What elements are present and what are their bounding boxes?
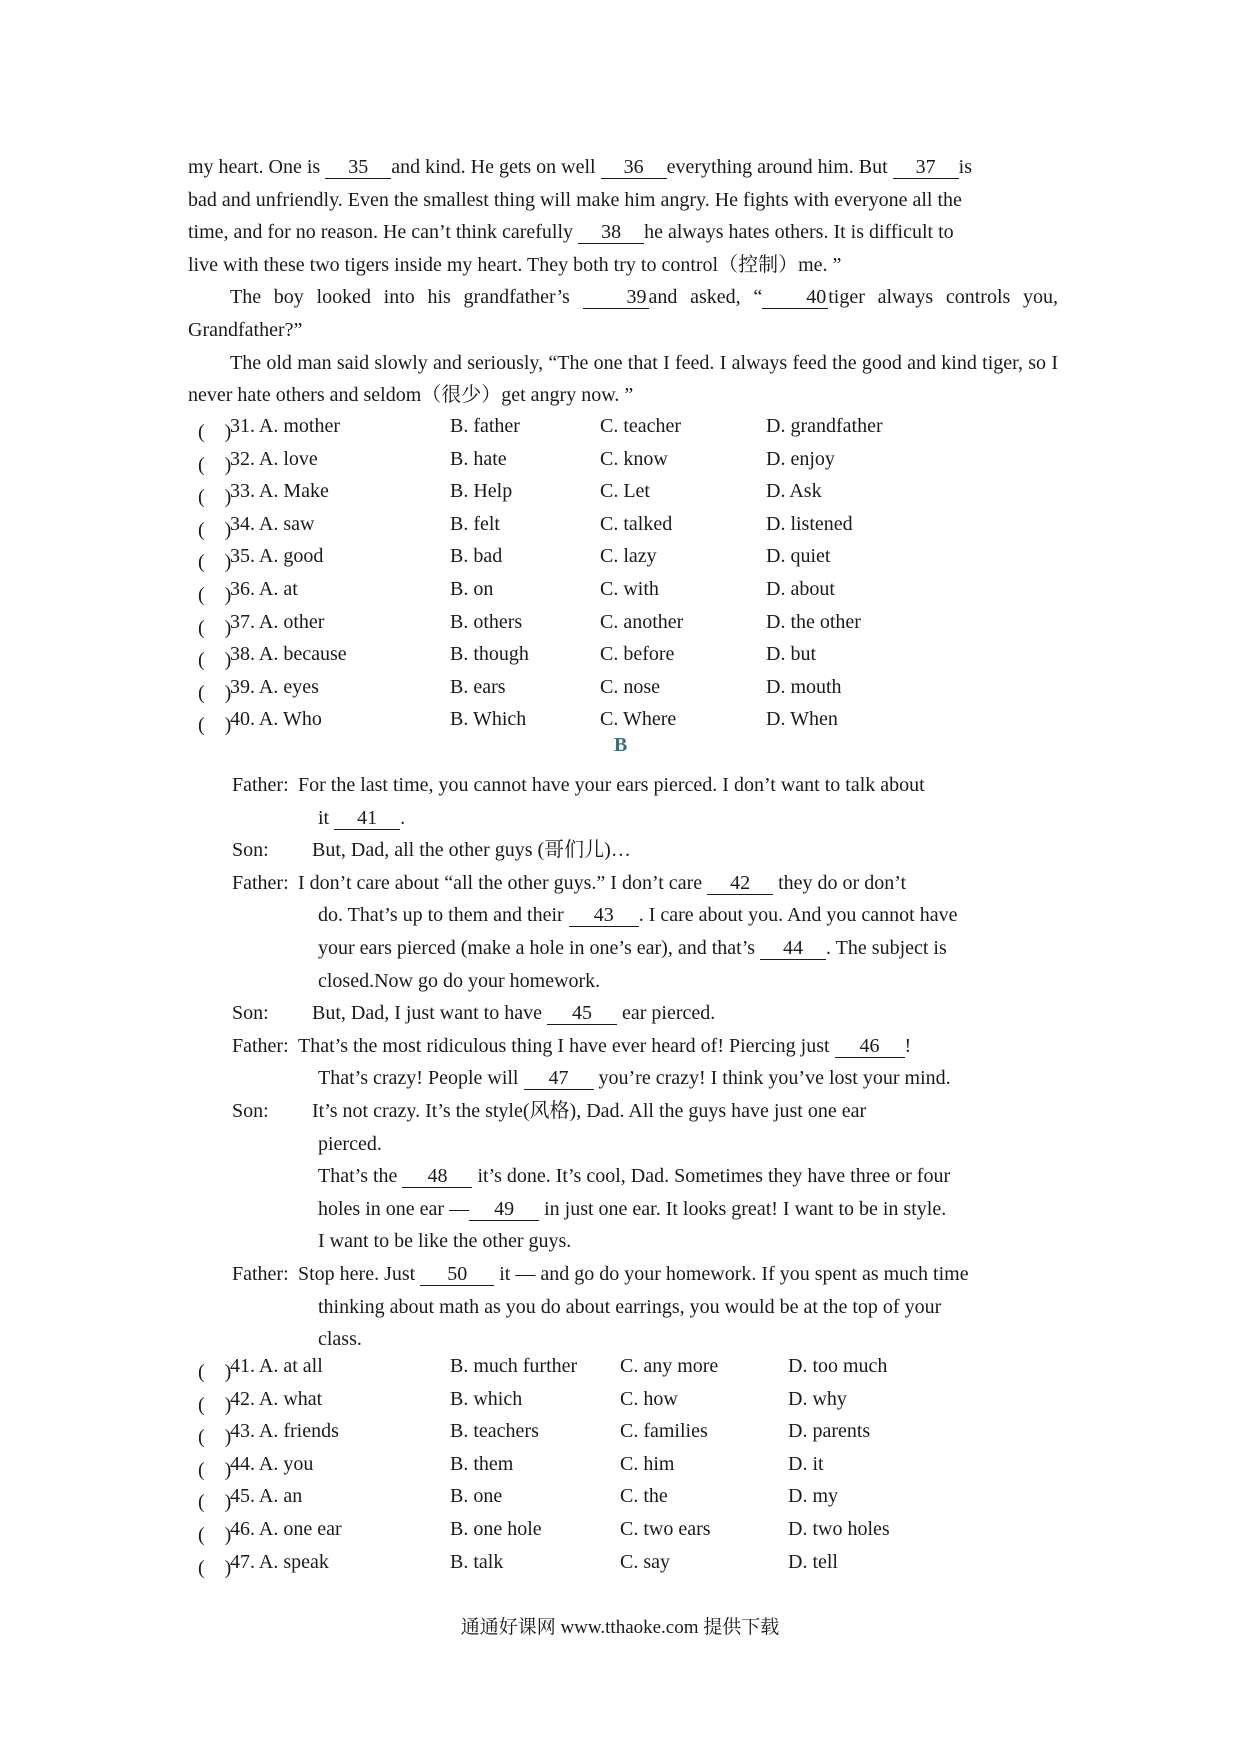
option-c: C. the [620,1485,668,1508]
passage-line: live with these two tigers inside my heart. They both try to control（控制）me. ” [188,253,842,276]
speaker-label: Son: [232,1002,269,1025]
blank-37: 37 [893,156,959,179]
answer-paren[interactable]: ( ) [198,551,232,574]
dialogue-line [232,1291,1062,1324]
option-c: C. talked [600,512,673,535]
option-b: B. on [450,578,494,600]
option-d: D. the other [766,610,861,633]
dialogue-text: . [400,806,406,829]
answer-paren[interactable]: ( ) [198,1426,232,1449]
blank-36: 36 [601,156,667,179]
option-d: D. When [766,708,838,731]
dialogue-line [232,769,1062,802]
option-a: 41. A. at all [230,1355,323,1377]
answer-paren[interactable]: ( ) [198,421,232,443]
dialogue-line [232,802,1062,835]
option-d: D. listened [766,512,853,535]
dialogue-b [232,769,1062,1356]
option-a: 33. A. Make [230,480,329,503]
section-heading: B [614,734,628,756]
passage-text: The boy looked into his grandfather’s [230,286,583,309]
option-a: 45. A. an [230,1485,303,1508]
dialogue-text: That’s crazy! People will [318,1067,524,1090]
dialogue-text: it’s done. It’s cool, Dad. Sometimes they have three or four [472,1165,951,1188]
blank-38: 38 [578,221,644,244]
dialogue-text: closed.Now go do your homework. [318,969,601,992]
question-row [188,513,1068,545]
dialogue-text: holes in one ear — [318,1197,470,1220]
speaker-label: Son: [232,839,269,862]
answer-paren[interactable]: ( ) [198,1491,232,1514]
option-d: D. why [788,1387,847,1410]
dialogue-text: . The subject is [826,936,947,959]
option-d: D. mouth [766,675,842,698]
option-d: D. about [766,578,835,600]
dialogue-text: That’s the most ridiculous thing I have ever heard of! Piercing just [298,1034,835,1057]
question-row [188,676,1068,708]
passage-text: tiger always controls you, Grandfather?” [188,286,1058,341]
option-b: B. ears [450,675,506,698]
passage-a [188,151,1058,412]
option-d: D. tell [788,1550,838,1573]
option-b: B. though [450,643,529,666]
answer-paren[interactable]: ( ) [198,616,232,639]
dialogue-text: But, Dad, all the other guys (哥们儿)… [312,839,631,862]
answer-paren[interactable]: ( ) [198,1556,232,1579]
passage-paragraph: The old man said slowly and seriously, “The one that I feed. I always feed the good and kind tiger, so I never hate others and seldom（很少）get angry now. ” [188,351,1058,407]
passage-paragraph [188,281,1058,346]
blank-41: 41 [334,807,400,830]
option-b: B. which [450,1387,523,1410]
question-row [188,1453,1068,1485]
option-d: D. enjoy [766,447,835,470]
answer-paren[interactable]: ( ) [198,649,232,672]
option-d: D. Ask [766,480,822,503]
speaker-label: Father: [232,774,289,796]
dialogue-text: But, Dad, I just want to have [312,1002,547,1025]
answer-paren[interactable]: ( ) [198,1393,232,1416]
dialogue-line [232,834,1062,867]
option-d: D. my [788,1485,838,1508]
dialogue-line [232,965,1062,998]
question-row [188,545,1068,577]
question-row [188,1485,1068,1517]
dialogue-line [232,1128,1062,1161]
passage-text: he always hates others. It is difficult to [644,221,954,244]
dialogue-line [232,1030,1062,1063]
question-row [188,578,1068,610]
passage-text: and kind. He gets on well [391,156,601,178]
question-row [188,708,1068,740]
dialogue-text: I don’t care about “all the other guys.” I don’t care [298,871,708,894]
dialogue-line [232,1095,1062,1128]
dialogue-text: For the last time, you cannot have your ears pierced. I don’t want to talk about [298,774,925,796]
option-c: C. lazy [600,545,657,568]
dialogue-text: thinking about math as you do about earrings, you would be at the top of your [318,1295,942,1318]
passage-text: everything around him. But [666,156,893,178]
answer-paren[interactable]: ( ) [198,1361,232,1383]
blank-47: 47 [524,1067,594,1090]
answer-paren[interactable]: ( ) [198,453,232,476]
dialogue-text: it [318,806,335,829]
option-c: C. him [620,1452,675,1475]
option-c: C. two ears [620,1518,711,1540]
option-d: D. but [766,643,816,666]
option-a: 42. A. what [230,1387,323,1410]
option-d: D. it [788,1452,824,1475]
passage-text: time, and for no reason. He can’t think carefully [188,221,579,244]
dialogue-text [298,1030,911,1063]
dialogue-text: class. [318,1328,362,1351]
dialogue-text [318,1160,950,1193]
dialogue-line [232,1160,1062,1193]
option-b: B. teachers [450,1420,539,1443]
option-c: C. Where [600,708,677,731]
dialogue-text: you’re crazy! I think you’ve lost your mind. [593,1067,951,1090]
option-b: B. one [450,1485,503,1508]
dialogue-text: That’s the [318,1165,403,1188]
question-row [188,1388,1068,1420]
option-a: 31. A. mother [230,415,340,437]
option-a: 46. A. one ear [230,1518,342,1540]
option-a: 36. A. at [230,578,298,600]
footer-source: 通通好课网 www.tthaoke.com 提供下载 [460,1617,780,1638]
option-a: 32. A. love [230,447,318,470]
option-c: C. nose [600,675,660,698]
option-b: B. hate [450,447,507,470]
option-d: D. too much [788,1355,888,1377]
question-row [188,1420,1068,1452]
dialogue-text: . I care about you. And you cannot have [638,904,958,927]
question-row [188,611,1068,643]
dialogue-line [232,867,1062,900]
blank-50: 50 [420,1263,494,1286]
passage-text: and asked, “ [648,286,763,309]
option-c: C. another [600,610,684,633]
option-d: D. grandfather [766,415,883,437]
question-row [188,448,1068,480]
option-b: B. Which [450,708,527,731]
blank-48: 48 [402,1165,472,1188]
question-row [188,1551,1068,1583]
option-c: C. any more [620,1355,719,1377]
dialogue-text: I want to be like the other guys. [318,1230,572,1253]
answer-paren[interactable]: ( ) [198,681,232,704]
blank-49: 49 [469,1198,539,1221]
blank-39: 39 [583,286,649,309]
dialogue-text: Stop here. Just [298,1262,421,1285]
speaker-label: Son: [232,1099,269,1122]
option-a: 43. A. friends [230,1420,339,1443]
option-a: 34. A. saw [230,512,315,535]
option-a: 44. A. you [230,1452,314,1475]
answer-paren[interactable]: ( ) [198,1524,232,1546]
option-a: 35. A. good [230,545,324,568]
question-row [188,643,1068,675]
option-a: 37. A. other [230,610,325,633]
passage-line [188,151,1058,184]
blank-40: 40 [762,286,828,309]
dialogue-text: ear pierced. [616,1002,716,1025]
question-row [188,480,1068,512]
option-c: C. before [600,643,675,666]
answer-paren[interactable]: ( ) [198,486,232,509]
blank-35: 35 [325,156,391,179]
dialogue-line [232,1258,1062,1291]
question-row [188,1355,1068,1387]
option-c: C. teacher [600,415,682,437]
answer-paren[interactable]: ( ) [198,518,232,541]
dialogue-line [232,1225,1062,1258]
dialogue-text [318,932,947,965]
option-a: 38. A. because [230,643,347,666]
option-c: C. how [620,1387,678,1410]
dialogue-line [232,1193,1062,1226]
dialogue-text: ! [904,1034,912,1057]
speaker-label: Father: [232,1034,289,1057]
dialogue-text [318,899,958,932]
answer-paren[interactable]: ( ) [198,1458,232,1481]
dialogue-text [298,867,906,900]
dialogue-text: they do or don’t [773,871,907,894]
option-b: B. them [450,1452,514,1475]
option-a: 40. A. Who [230,708,322,731]
dialogue-text: do. That’s up to them and their [318,904,569,927]
dialogue-text [312,997,715,1030]
dialogue-text [318,802,405,835]
option-c: C. with [600,578,659,600]
option-a: 39. A. eyes [230,675,319,698]
option-b: B. much further [450,1355,578,1377]
dialogue-line [232,932,1062,965]
blank-46: 46 [835,1035,905,1058]
option-b: B. father [450,415,520,437]
dialogue-line [232,997,1062,1030]
option-a: 47. A. speak [230,1550,329,1573]
dialogue-text: it — and go do your homework. If you spent as much time [494,1262,969,1285]
passage-text: my heart. One is [188,156,326,178]
option-b: B. bad [450,545,503,568]
option-d: D. parents [788,1420,871,1443]
option-b: B. felt [450,512,500,535]
question-row [188,1518,1068,1550]
dialogue-text: pierced. [318,1132,382,1155]
option-b: B. others [450,610,523,633]
question-row [188,415,1068,447]
option-d: D. two holes [788,1518,890,1540]
option-c: C. say [620,1550,670,1573]
blank-45: 45 [547,1002,617,1025]
dialogue-text [318,1062,951,1095]
dialogue-line [232,899,1062,932]
option-c: C. know [600,447,668,470]
dialogue-line [232,1323,1062,1356]
answer-paren[interactable]: ( ) [198,584,232,606]
speaker-label: Father: [232,871,289,894]
option-c: C. families [620,1420,708,1443]
answer-paren[interactable]: ( ) [198,714,232,737]
dialogue-text [318,1193,946,1226]
option-b: B. Help [450,480,513,503]
passage-line [188,216,1058,249]
blank-43: 43 [569,904,639,927]
dialogue-text: It’s not crazy. It’s the style(风格), Dad. All the guys have just one ear [312,1099,867,1122]
option-d: D. quiet [766,545,831,568]
dialogue-text: your ears pierced (make a hole in one’s ear), and that’s [318,936,761,959]
passage-line: bad and unfriendly. Even the smallest thing will make him angry. He fights with everyone all the [188,188,962,211]
dialogue-line [232,1062,1062,1095]
blank-42: 42 [707,872,773,895]
option-b: B. talk [450,1550,504,1573]
option-b: B. one hole [450,1518,542,1540]
dialogue-text: in just one ear. It looks great! I want to be in style. [539,1197,947,1220]
passage-text: is [958,156,973,178]
speaker-label: Father: [232,1262,289,1285]
dialogue-text [298,1258,969,1291]
option-c: C. Let [600,480,650,503]
blank-44: 44 [760,937,826,960]
